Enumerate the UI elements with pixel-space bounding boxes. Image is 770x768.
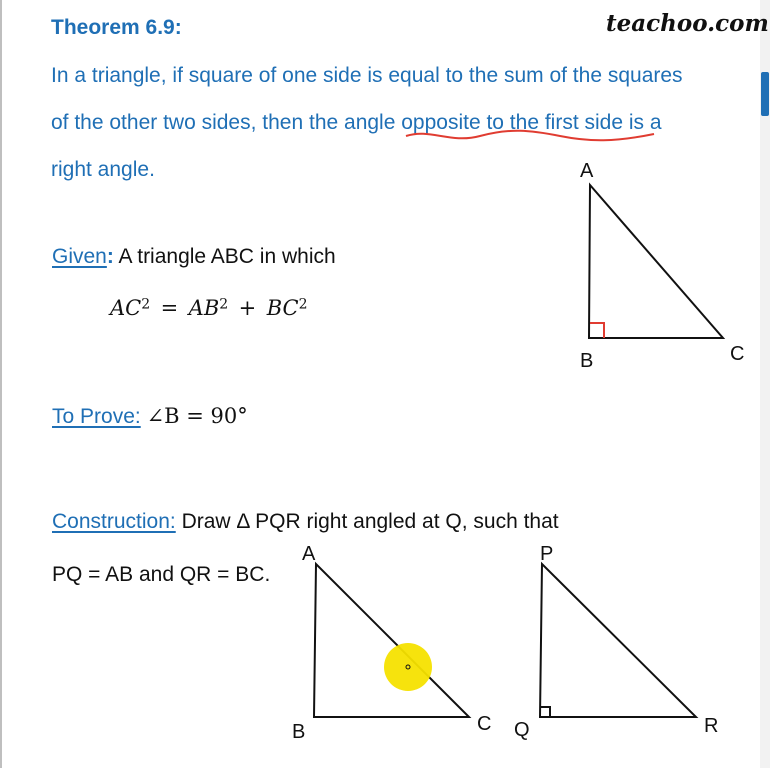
triangle-pqr [540, 564, 696, 717]
vertex-b-label: B [580, 350, 594, 372]
theorem-title: Theorem 6.9: [51, 16, 182, 39]
vertex-a-bottom-label: A [302, 543, 316, 565]
to-prove-label: To Prove: [52, 405, 141, 428]
eq-bc: BC [266, 296, 299, 320]
vertex-c-label: C [730, 343, 745, 365]
to-prove-line [52, 404, 248, 429]
triangle-abc [589, 185, 723, 338]
vertex-p-label: P [540, 543, 554, 565]
page-left-border [0, 0, 2, 768]
vertex-a-label: A [580, 160, 594, 182]
eq-ac-exp: 2 [141, 296, 151, 313]
construction-line-1 [52, 510, 559, 534]
theorem-line-2: of the other two sides, then the angle opposite to the first side is a [51, 111, 662, 134]
eq-bc-exp: 2 [298, 296, 308, 313]
right-angle-mark-q [540, 707, 550, 717]
theorem-line-3: right angle. [51, 158, 155, 181]
triangle-abc-bottom-figure [280, 540, 510, 750]
theorem-line-1: In a triangle, if square of one side is equal to the sum of the squares [51, 64, 683, 87]
construction-text: Draw Δ PQR right angled at Q, such that [181, 510, 559, 533]
given-label: Given [52, 245, 107, 268]
vertex-r-label: R [704, 715, 719, 737]
construction-line-2: PQ = AB and QR = BC. [52, 563, 271, 586]
to-prove-statement: ∠B = 90° [146, 404, 248, 428]
vertex-q-label: Q [514, 719, 530, 741]
given-text: A triangle ABC in which [118, 245, 336, 268]
eq-equals: = [160, 296, 179, 320]
given-equation [110, 296, 308, 320]
vertex-b-bottom-label: B [292, 721, 306, 743]
eq-ab: AB [188, 296, 220, 320]
vertical-scrollbar[interactable] [760, 0, 770, 768]
cursor-highlight [384, 643, 432, 691]
given-colon: : [106, 245, 114, 268]
triangle-pqr-figure [510, 540, 740, 750]
teachoo-logo: teachoo.com [606, 10, 769, 37]
given-line [52, 245, 336, 269]
scrollbar-thumb[interactable] [761, 72, 769, 116]
eq-ab-exp: 2 [219, 296, 229, 313]
eq-plus: + [238, 296, 257, 320]
construction-label: Construction: [52, 510, 176, 533]
triangle-abc-bottom [314, 564, 469, 717]
vertex-c-bottom-label: C [477, 713, 492, 735]
right-angle-mark [590, 323, 604, 338]
triangle-abc-figure [560, 155, 760, 375]
eq-ac: AC [110, 296, 142, 320]
annotation-underline [400, 126, 660, 146]
